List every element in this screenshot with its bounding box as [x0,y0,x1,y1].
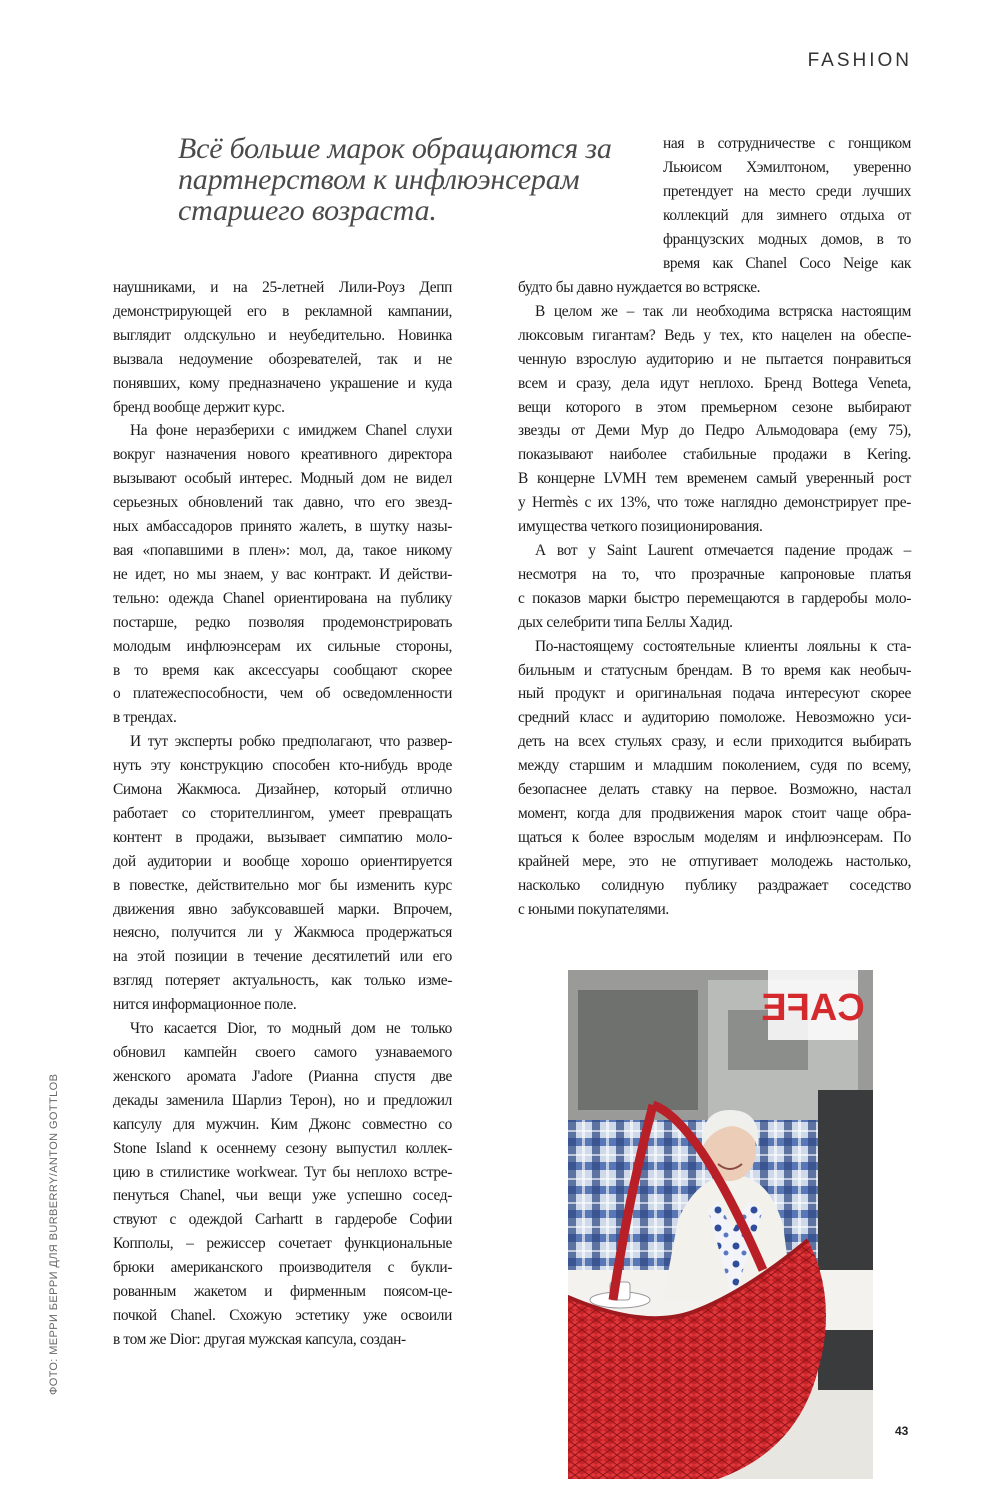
paragraph [518,276,911,300]
photo-credit: ФОТО: МЕРРИ БЕРРИ ДЛЯ BURBERRY/ANTON GOTTLOB [48,1073,60,1395]
text-line: постарше, редко позволяя продемонстрировать [113,613,452,631]
text-line: момент, когда для продвижения марок стоит чаще обра- [518,804,911,822]
text-line: деть на всех стульях сразу, и если приходится выбирать [518,733,911,751]
text-line: французских модных домов, в то [663,230,911,248]
text-line: дых селебрити типа Беллы Хадид. [518,613,733,631]
text-line: показывают наиболее стабильные продажи в Kering. [518,446,911,464]
text-line: На фоне неразберихи с имиджем Chanel слухи [130,422,452,440]
paragraph [518,635,911,922]
paragraph [113,1017,452,1352]
text-line: не идет, но мы знаем, у вас контракт. И действи- [113,565,452,583]
text-line: время как Chanel Coco Neige как [663,254,911,272]
section-label: FASHION [807,50,912,71]
text-line: демонстрирующей его в рекламной кампании, [113,302,452,320]
paragraph [113,419,452,730]
text-line: контент в продажи, вызывает симпатию моло- [113,828,452,846]
text-line: ченную взрослую аудиторию и не пытается понравиться [518,350,911,368]
text-line: у Hermès с их 13%, что тоже наглядно демонстрирует пре- [518,494,911,512]
text-line: о платежеспособности, чем об осведомленности [113,685,452,703]
text-line: нится информационное поле. [113,996,297,1014]
text-line: Stone Island к осеннему сезону выпустил коллек- [113,1139,452,1157]
text-line: люксовым гигантам? Ведь у тех, кто нацелен на обеспе- [518,326,911,344]
text-line: в повестке, действительно мог бы изменить курс [113,876,452,894]
text-line: выглядит олдскульно и неубедительно. Новинка [113,326,452,344]
text-line: наушниками, и на 25-летней Лили-Роуз Депп [113,279,452,296]
text-line: движения явно забуксовавшей марки. Впрочем, [113,900,452,918]
text-line: вая «попавшими в плен»: мол, да, такое никому [113,541,452,559]
text-line: вокруг назначения нового креативного директора [113,446,452,464]
text-line: Копполы, – режиссер сочетает функциональные [113,1235,452,1253]
text-line: молодым инфлюэнсерам их сильные стороны, [113,637,452,655]
text-line: претендует на место среди лучших [663,182,911,200]
text-line: декады заменила Шарлиз Терон), но и предложил [113,1091,452,1109]
text-line: ная в сотрудничестве с гонщиком [663,135,911,152]
paragraph [113,730,452,1017]
text-line: В концерне LVMH тем временем самый уверенный рост [518,470,911,488]
text-line: пенуться Chanel, чьи вещи уже успешно сосед- [113,1187,452,1205]
text-line: вещи которого в этом премьерном сезоне выбирают [518,398,911,416]
text-line: звезды от Деми Мур до Педро Альмодовара (ему 75), [518,422,911,440]
text-line: несмотря на то, что прозрачные капроновые платья [518,565,911,583]
paragraph [518,539,911,635]
text-line: вызвала недоумение обозревателей, так и не [113,350,452,368]
text-line: бренд вообще держит курс. [113,398,285,416]
text-line: между старшим и младшим поколением, судя по всему, [518,757,911,775]
text-line: По-настоящему состоятельные клиенты лояльны к ста- [535,637,911,655]
text-line: ных амбассадоров принято жалеть, в шутку назы- [113,518,452,536]
text-line: ный продукт и оригинальная подача интересуют скорее [518,685,911,703]
text-line: дой аудитории и вообще хорошо ориентируется [113,852,452,870]
text-line: на этой позиции в течение десятилетий или его [113,948,452,966]
cafe-sign [761,970,864,1040]
text-line: средний класс и аудиторию помоложе. Невозможно уси- [518,709,911,727]
text-line: с юными покупателями. [518,900,669,918]
text-line: Что касается Dior, то модный дом не только [130,1020,452,1038]
right-column [518,276,911,921]
text-line: имущества четкого позиционирования. [518,518,763,536]
text-line: насколько солидную публику раздражает соседство [518,876,911,894]
pull-quote-line: старшего возраста. [178,194,437,227]
text-line: крайней мере, это не отпугивает молодежь настолько, [518,852,911,870]
text-line: всем и сразу, дела идут неплохо. Бренд Bottega Veneta, [518,374,911,392]
text-line: нуть эту конструкцию способен кто-нибудь вроде [113,757,452,775]
pull-quote [178,133,648,226]
text-line: щаться к более взрослым моделям и инфлюэнсерам. По [518,828,911,846]
text-line: В целом же – так ли необходима встряска настоящим [535,302,911,320]
text-line: бильным и статусным брендам. В то время как необыч- [518,661,911,679]
text-line: взгляд потеряет актуальность, как только изме- [113,972,452,990]
paragraph [113,276,452,419]
text-line: серьезных обновлений так давно, что его звезд- [113,494,452,512]
text-line: А вот у Saint Laurent отмечается падение продаж – [535,541,911,559]
page-number: 43 [895,1424,909,1438]
text-line: брюки американского производителя с букли- [113,1259,452,1277]
editorial-photo [568,970,873,1479]
text-line: Льюисом Хэмилтоном, уверенно [663,158,911,176]
text-line: с показов марки быстро перемещаются в гардеробы моло- [518,589,911,607]
pull-quote-line: Всё больше марок обращаются за [178,132,612,165]
svg-text:CAFE: CAFE [761,987,865,1029]
text-line: в то время как аксессуары сообщают скорее [113,661,452,679]
text-line: безопаснее делать ставку на первое. Возможно, настал [518,781,911,799]
text-line: И тут эксперты робко предполагают, что развер- [130,733,452,751]
text-line: в трендах. [113,709,177,727]
text-line: ствуют с одеждой Carhartt в гардеробе Софии [113,1211,452,1229]
pull-quote-line: партнерством к инфлюэнсерам [178,163,580,196]
text-line: рованным жакетом и фирменным поясом-це- [113,1283,452,1301]
text-line: будто бы давно нуждается во встряске. [518,279,761,296]
text-line: женского аромата J'adore (Рианна спустя две [113,1067,452,1085]
text-line: Симона Жакмюса. Дизайнер, который отлично [113,781,452,799]
paragraph [518,300,911,539]
left-column [113,276,452,1352]
text-line: неясно, получится ли у Жакмюса продержаться [113,924,452,942]
text-line: почкой Chanel. Схожую эстетику уже освоили [113,1306,452,1324]
text-line: коллекций для зимнего отдыха от [663,206,911,224]
text-line: цию в стилистике workwear. Тут бы неплохо встре- [113,1163,452,1181]
text-line: капсулу для мужчин. Ким Джонс совместно со [113,1115,452,1133]
text-line: понявших, кому предназначено украшение и куда [113,374,452,392]
text-line: тельно: одежда Chanel ориентирована на публику [113,589,452,607]
text-line: обновил кампейн своего самого узнаваемого [113,1044,452,1061]
text-line: в том же Dior: другая мужская капсула, создан- [113,1330,406,1348]
right-top-column [663,132,911,275]
text-line: вызывают особый интерес. Модный дом не видел [113,470,452,488]
text-line: работает со сторителлингом, умеет превращать [113,804,452,822]
